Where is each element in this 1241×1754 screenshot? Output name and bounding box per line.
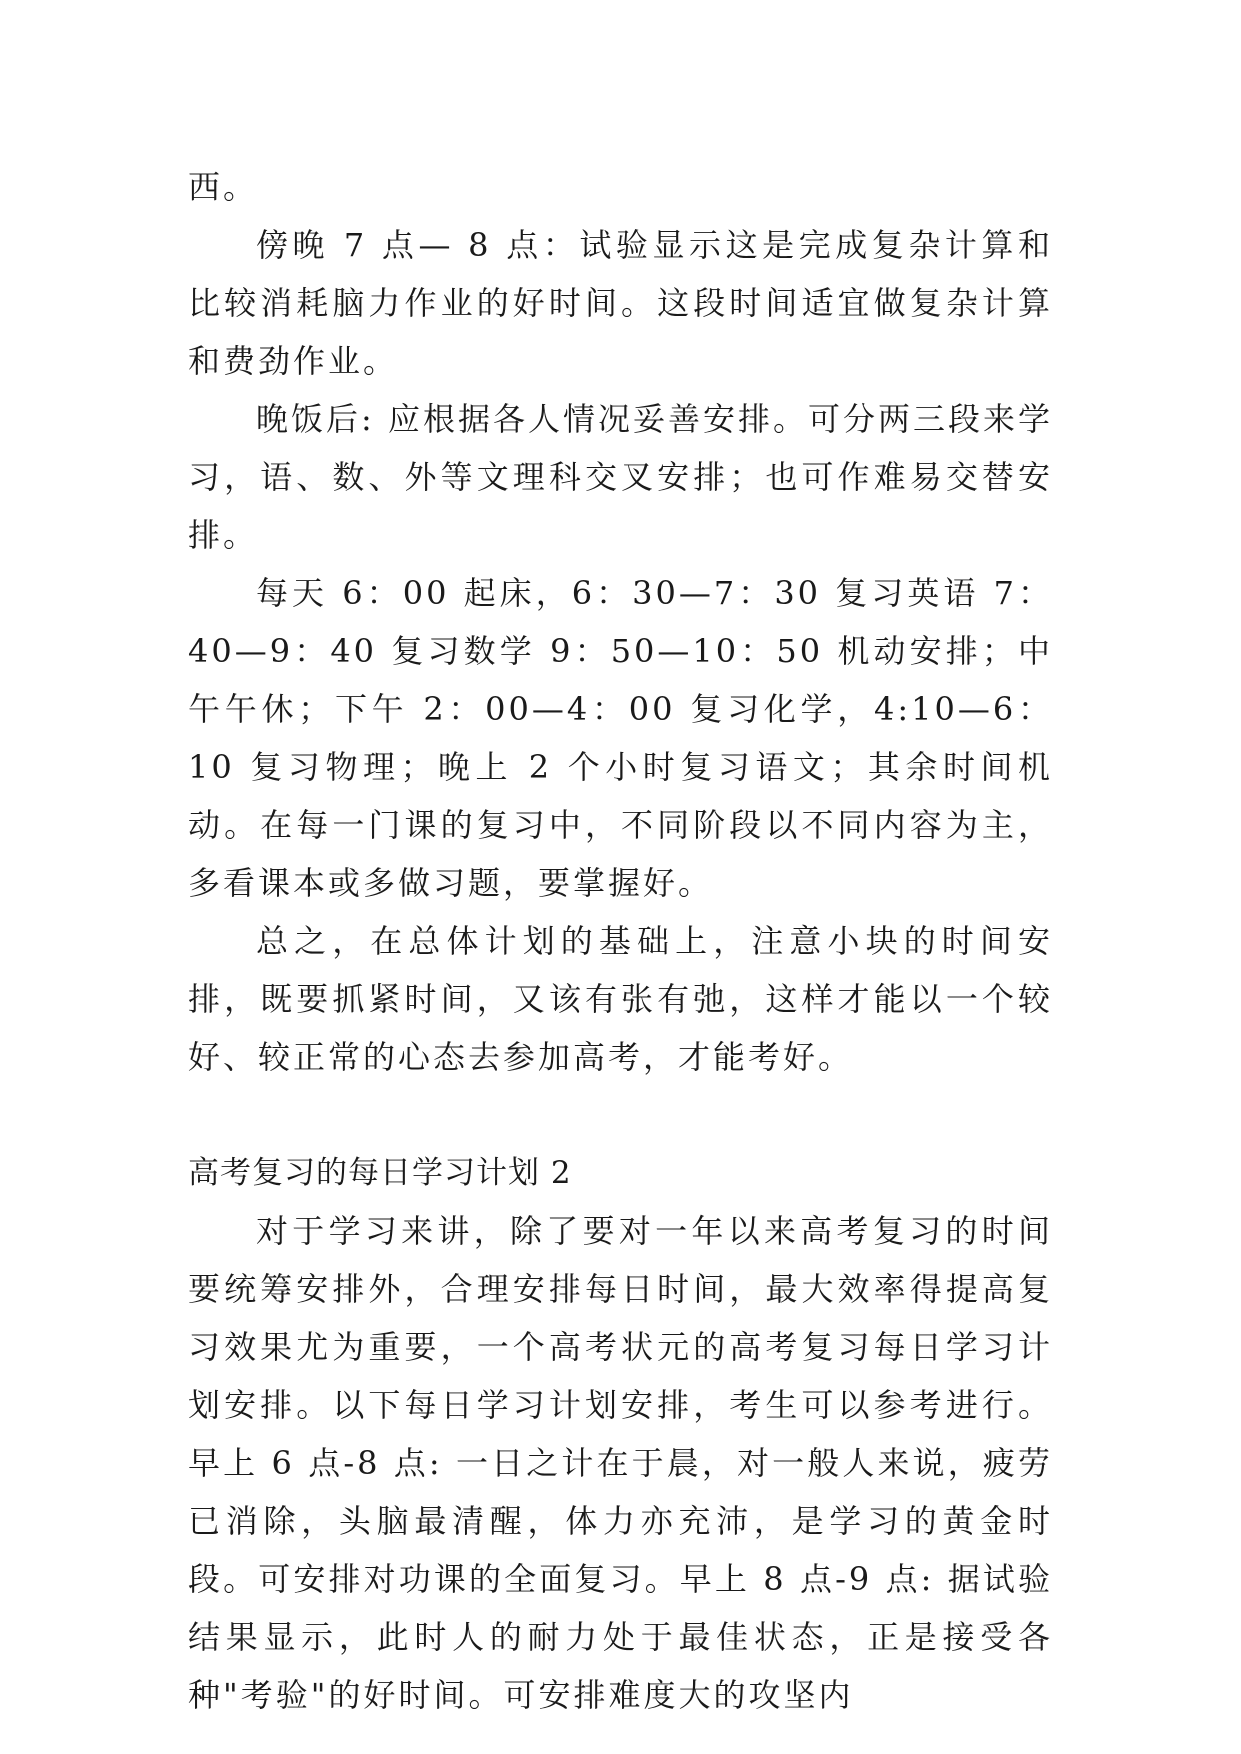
paragraph-evening: 傍晚 7 点— 8 点：试验显示这是完成复杂计算和比较消耗脑力作业的好时间。这段时间适宜做复杂计算和费劲作业。: [188, 226, 1053, 380]
paragraph-study-plan: 对于学习来讲，除了要对一年以来高考复习的时间要统筹安排外，合理安排每日时间，最大效率得提高复习效果尤为重要，一个高考状元的高考复习每日学习计划安排。以下每日学习计划安排，考生可以参考进行。早上 6 点-8 点: 一日之计在于晨，对一般人来说，疲劳已消除，头脑最清醒，体力亦充沛，是学习的黄金时段。可安排对功课的全面复习。早上 8 点-9 点: 据试验结果显示，此时人的耐力处于最佳状态，正是接受各种"考验"的好时间。可安排难度大的攻坚内: [188, 1212, 1053, 1714]
paragraph-summary: 总之，在总体计划的基础上，注意小块的时间安排，既要抓紧时间，又该有张有弛，这样才能以一个较好、较正常的心态去参加高考，才能考好。: [188, 922, 1053, 1076]
section-heading: 高考复习的每日学习计划 2: [188, 1155, 572, 1191]
document-page: [188, 158, 1053, 1724]
paragraph-after-dinner: 晚饭后: 应根据各人情况妥善安排。可分两三段来学习，语、数、外等文理科交叉安排；也可作难易交替安排。: [188, 400, 1053, 554]
section-spacer: [188, 1086, 1053, 1144]
continuation-text: 西。: [188, 168, 259, 206]
paragraph-daily-schedule: 每天 6：00 起床，6：30—7：30 复习英语 7：40—9：40 复习数学 9：50—10：50 机动安排；中午午休；下午 2：00—4：00 复习化学，4:10—6：10 复习物理；晚上 2 个小时复习语文；其余时间机动。在每一门课的复习中，不同阶段以不同内容为主，多看课本或多做习题，要掌握好。: [188, 574, 1053, 902]
